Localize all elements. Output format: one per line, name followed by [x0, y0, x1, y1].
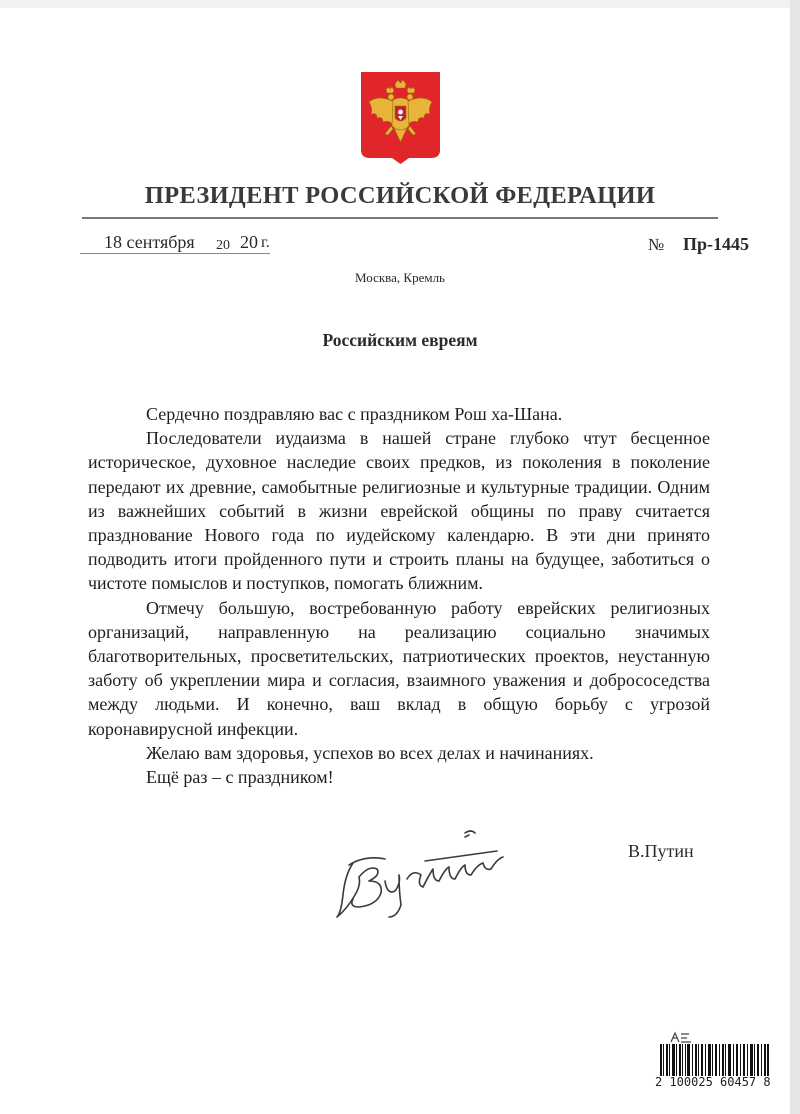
date-day-month: 18 сентября: [104, 232, 195, 252]
document-number: Пр-1445: [683, 234, 750, 254]
date-year: 20: [240, 232, 258, 252]
letter-body: [88, 402, 710, 789]
letterhead-divider: [82, 217, 718, 219]
author-name: В.Путин: [628, 841, 694, 861]
date-suffix: г.: [261, 234, 270, 251]
body-paragraph: Ещё раз – с праздником!: [146, 767, 334, 788]
handwritten-signature: [325, 825, 535, 925]
addressee-heading: Российским евреям: [322, 330, 478, 350]
barcode-block: [655, 1030, 775, 1090]
letterhead-title: ПРЕЗИДЕНТ РОССИЙСКОЙ ФЕДЕРАЦИИ: [144, 182, 656, 209]
number-sign: №: [648, 235, 665, 254]
barcode-number: 2 100025 60457 8: [655, 1075, 771, 1089]
page-right-edge: [790, 0, 800, 1114]
date-century: 20: [216, 238, 230, 253]
body-paragraph: Отмечу большую, востребованную работу еврейских религиозных организаций, направленную на реализацию социально значимых благотворительных, просветительских, патриотических проектов, неустанную заботу об укреплении мира и согласия, взаимного уважения и добрососедства между людьми. И конечно, ваш вклад в общую борьбу с угрозой коронавирусной инфекции.: [88, 597, 710, 739]
coat-of-arms-icon: [361, 72, 440, 164]
barcode-logo-icon: [669, 1030, 697, 1044]
place-of-issue: Москва, Кремль: [355, 270, 445, 285]
page-top-edge: [0, 0, 800, 8]
body-paragraph: Сердечно поздравляю вас с праздником Рош ха-Шана.: [146, 404, 563, 424]
barcode-icon: [660, 1044, 770, 1076]
body-paragraph: Последователи иудаизма в нашей стране глубоко чтут бесценное историческое, духовное наследие своих предков, из поколения в поколение передают их древние, самобытные религиозные и культурные традиции. Одним из важнейших событий в жизни еврейской общины по праву считается празднование Нового года по иудейскому календарю. В эти дни принято подводить итоги пройденного пути и строить планы на будущее, заботиться о чистоте помыслов и поступков, помогать ближним.: [88, 428, 710, 594]
body-paragraph: Желаю вам здоровья, успехов во всех делах и начинаниях.: [146, 742, 594, 763]
date-underline: [80, 253, 270, 254]
